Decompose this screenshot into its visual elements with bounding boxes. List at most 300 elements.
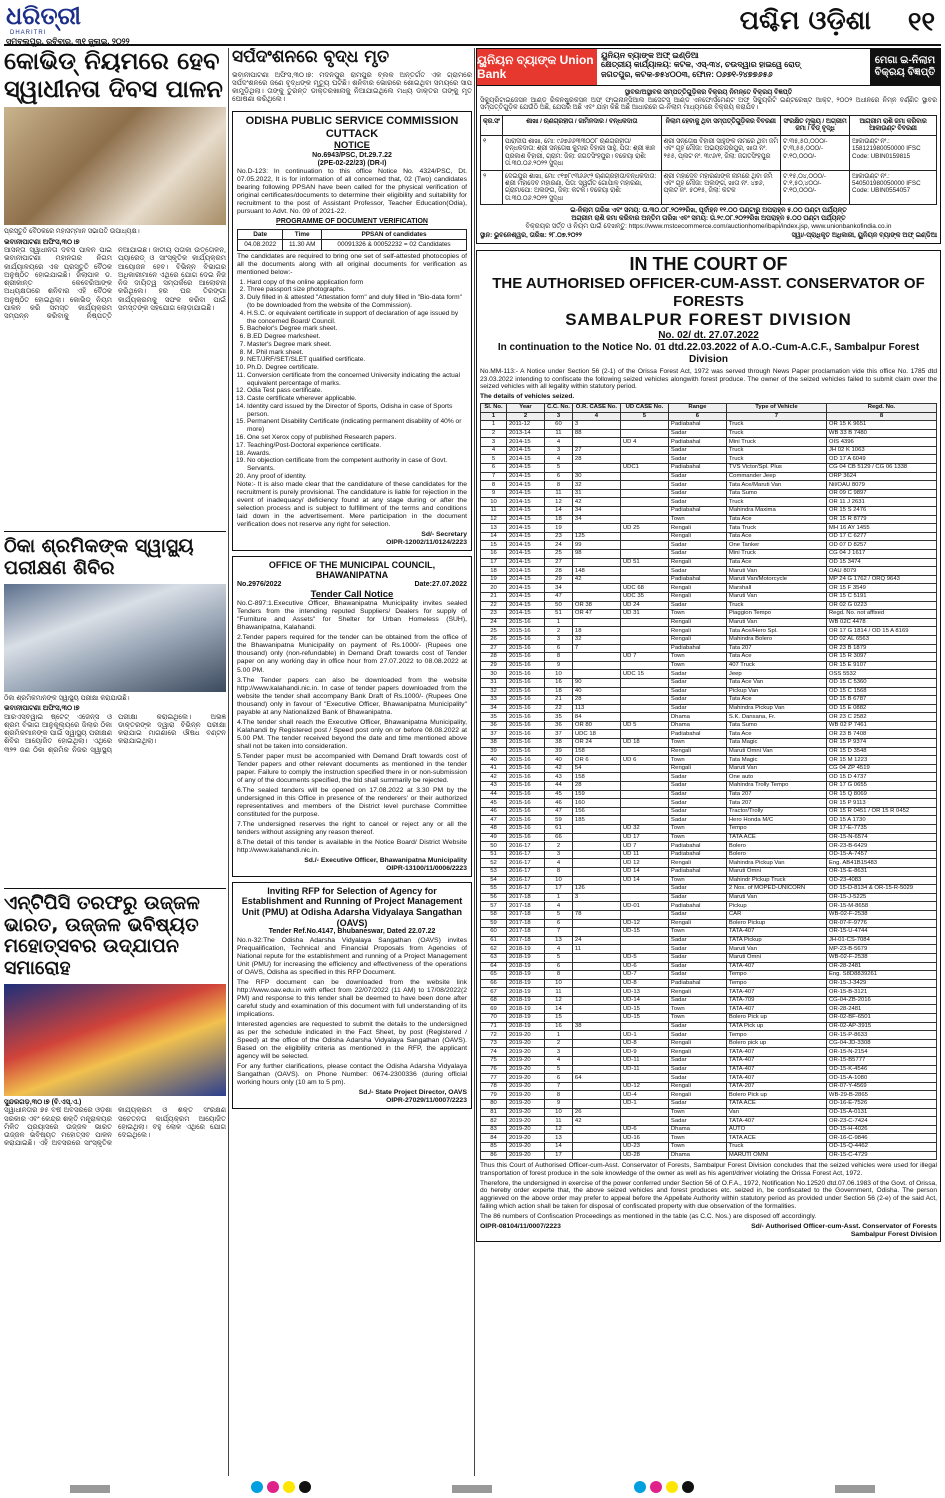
table-cell xyxy=(572,670,620,679)
table-cell xyxy=(572,1039,620,1048)
table-cell: Tata Ace xyxy=(726,730,826,739)
table-cell: UDC 18 xyxy=(572,730,620,739)
table-cell: 24 xyxy=(481,618,507,627)
table-row xyxy=(481,644,937,653)
table-cell: Town xyxy=(668,653,726,662)
table-cell: OD 15 D 4737 xyxy=(826,773,936,782)
table-cell: UD-8 xyxy=(620,979,668,988)
table-row xyxy=(481,893,937,902)
list-item: 6. B.ED Degree marksheet. xyxy=(247,333,467,341)
court-officer: THE AUTHORISED OFFICER-CUM-ASST. CONSERVATOR OF FORESTS xyxy=(492,275,925,310)
table-row xyxy=(481,1048,937,1057)
table-row xyxy=(481,498,937,507)
table-cell: Sadar xyxy=(668,498,726,507)
table-cell: 28 xyxy=(572,455,620,464)
notice-label: Tender Call Notice xyxy=(310,589,394,601)
table-cell: 5 xyxy=(545,953,573,962)
table-cell: Padiabahal xyxy=(668,850,726,859)
table-cell xyxy=(572,833,620,842)
table-cell: Maruti Van xyxy=(726,592,826,601)
table-row xyxy=(481,635,937,644)
column-rule xyxy=(474,48,475,1476)
table-cell: Padiabahal xyxy=(668,421,726,430)
table-row xyxy=(481,962,937,971)
table-cell: 2014-15 xyxy=(507,592,545,601)
table-cell xyxy=(620,455,668,464)
table-cell: Sadar xyxy=(668,971,726,980)
table-cell xyxy=(572,919,620,928)
table-row xyxy=(481,601,937,610)
table-cell: 31 xyxy=(481,678,507,687)
table-row xyxy=(481,515,937,524)
table-cell xyxy=(620,550,668,559)
table-row xyxy=(481,867,937,876)
table-cell: UD-1 xyxy=(620,1100,668,1109)
table-cell: 41 xyxy=(481,764,507,773)
table-cell: Tempo xyxy=(726,825,826,834)
table-cell: 16 xyxy=(481,550,507,559)
table-cell: 2018-19 xyxy=(507,988,545,997)
table-cell: OD-15-A-7457 xyxy=(826,850,936,859)
table-cell: Sadar xyxy=(668,945,726,954)
table-row xyxy=(481,678,937,687)
table-cell: 5 xyxy=(545,464,573,473)
list-item: 11. Conversion certificate from the concerned University indicating the actual equivalent percentage of marks. xyxy=(247,372,467,388)
table-cell: UD 32 xyxy=(620,825,668,834)
table-cell xyxy=(572,996,620,1005)
table-cell: 6 xyxy=(545,644,573,653)
table-cell: Town xyxy=(668,928,726,937)
table-cell xyxy=(620,489,668,498)
table-cell xyxy=(572,464,620,473)
bank-address-line: କ୍ଷେତ୍ରୀୟ କାର୍ଯ୍ୟାଳୟ: କଟକ, ଏସ୍-୩୪, ଚଉଦ୍ୱାର ହାଇୱେ ରୋଡ୍ xyxy=(601,60,801,70)
table-row xyxy=(481,489,937,498)
table-cell: 35 xyxy=(545,713,573,722)
table-cell: 15 xyxy=(545,1014,573,1023)
notice-no: No.2976/2022 xyxy=(237,580,282,588)
table-cell: 29 xyxy=(545,575,573,584)
table-row xyxy=(481,799,937,808)
table-cell: Tata Sumo xyxy=(726,489,826,498)
table-cell: Truck xyxy=(726,455,826,464)
photo-caption: ପ୍ରସ୍ତୁତି ବୈଠକରେ ମହାସମ୍ମାନ ସଭାପତି ଉପାଧ୍ୟକ୍ଷ। xyxy=(4,228,140,236)
table-header: PPSAN of candidates xyxy=(322,229,467,240)
table-cell: 2014-15 xyxy=(507,524,545,533)
table-cell xyxy=(620,421,668,430)
table-cell: 2015-16 xyxy=(507,730,545,739)
table-cell: 2017-18 xyxy=(507,936,545,945)
table-cell: 22 xyxy=(481,601,507,610)
table-cell: CG 04 J 1617 xyxy=(826,550,936,559)
table-cell: TATA-407 xyxy=(726,1117,826,1126)
table-cell: 3 xyxy=(545,446,573,455)
table-cell: 23 xyxy=(481,610,507,619)
table-cell: Truck xyxy=(726,601,826,610)
table-cell xyxy=(620,782,668,791)
table-cell: Town xyxy=(668,1134,726,1143)
table-cell: 2015-16 xyxy=(507,790,545,799)
headline: ଏନ୍‌ଟିପିସି ତରଫରୁ ଉଜ୍ଜଳ ଭାରତ, ଉଜ୍ଜଳ ଭବିଷ୍ୟତ ମହୋତ୍ସବର ଉଦ୍‌ଯାପନ ସମାରୋହ xyxy=(4,891,200,980)
table-cell: 2018-19 xyxy=(507,996,545,1005)
table-cell: 10 xyxy=(545,979,573,988)
table-cell: 6 xyxy=(545,1074,573,1083)
table-cell: ଟ.୩୫,୫୦,୦୦୦/- ଟ.୩,୫୫,୦୦୦/- ଟ.୧୦,୦୦୦/- xyxy=(781,135,850,170)
table-cell: Maruti Omni xyxy=(726,953,826,962)
table-cell: OR-15-U-4744 xyxy=(826,928,936,937)
court-paragraph: The 86 numbers of Confiscation Proceedings as mentioned in the table (as C.C. Nos.) are disposed off accordingly. xyxy=(480,1212,817,1220)
table-cell: 51 xyxy=(545,610,573,619)
table-cell: UD-15 xyxy=(620,928,668,937)
table-cell: 2015-16 xyxy=(507,704,545,713)
table-cell: Mini Truck xyxy=(726,438,826,447)
table-row xyxy=(481,747,937,756)
list-item: 17. Teaching/Post-Doctoral experience certificate. xyxy=(247,442,467,450)
table-cell: 24 xyxy=(572,936,620,945)
table-cell: 18 xyxy=(481,567,507,576)
table-cell xyxy=(620,498,668,507)
table-cell xyxy=(620,1108,668,1117)
table-cell: 11 xyxy=(481,507,507,516)
column-number: 6 xyxy=(668,412,726,421)
list-item: 15. Permanent Disability Certificate (indicating permanent disability of 40% or more) xyxy=(247,418,467,434)
table-cell: 2019-20 xyxy=(507,1117,545,1126)
table-cell: Tractor/Trolly xyxy=(726,807,826,816)
table-cell xyxy=(620,1117,668,1126)
table-cell: 28 xyxy=(481,653,507,662)
table-cell: 8 xyxy=(481,481,507,490)
table-cell: UD 17 xyxy=(620,833,668,842)
table-cell xyxy=(572,1014,620,1023)
table-cell: Rengali xyxy=(668,859,726,868)
table-cell: 82 xyxy=(481,1117,507,1126)
table-cell: OR 15 C 5191 xyxy=(826,592,936,601)
court-continuation: In continuation to the Notice No. 01 dtd.22.03.2022 of A.O.-Cum-A.C.F., Sambalpur Forest Division xyxy=(497,342,920,366)
table-row xyxy=(481,988,937,997)
table-cell: Padiabahal xyxy=(668,507,726,516)
emd-date: ଅଗ୍ରୀମ ରାଶି ଜମା କରିବାର ଅନ୍ତିମ ତାରିଖ ଏବଂ ସମୟ: ତା.୨୯.୦୮.୨୦୨୨ରିଖ ଅପରାହ୍ନ ୫.୦୦ ଘଣ୍ଟା ପର୍ଯ୍ୟନ୍ତ xyxy=(571,214,846,222)
table-cell xyxy=(572,1100,620,1109)
table-cell: 21 xyxy=(481,592,507,601)
table-cell: CG-04-JD-3308 xyxy=(826,1039,936,1048)
table-cell: 2014-15 xyxy=(507,455,545,464)
table-cell: UD-8 xyxy=(620,1039,668,1048)
table-cell: 63 xyxy=(481,953,507,962)
table-cell: 2015-16 xyxy=(507,799,545,808)
table-header: Regd. No. xyxy=(826,403,936,412)
table-cell: UD-14 xyxy=(620,996,668,1005)
table-cell xyxy=(572,524,620,533)
table-cell: 2015-16 xyxy=(507,687,545,696)
table-cell: Sadar xyxy=(668,962,726,971)
column-number: 5 xyxy=(620,412,668,421)
table-cell: 43 xyxy=(481,782,507,791)
table-cell: Nil/OAU 8079 xyxy=(826,481,936,490)
table-row xyxy=(481,429,937,438)
table-cell: 2015-16 xyxy=(507,825,545,834)
registration-marks xyxy=(249,1481,313,1496)
table-cell: 2011-12 xyxy=(507,421,545,430)
table-cell: Padiabahal xyxy=(668,730,726,739)
table-cell: 34 xyxy=(572,515,620,524)
table-cell: 7 xyxy=(572,644,620,653)
table-cell xyxy=(572,928,620,937)
table-cell: TATA-407 xyxy=(726,1048,826,1057)
table-cell: 58 xyxy=(481,910,507,919)
table-cell: TATA-407 xyxy=(726,1005,826,1014)
table-cell: Tata 207 xyxy=(726,644,826,653)
table-cell: 11 xyxy=(572,945,620,954)
table-cell: 34 xyxy=(481,704,507,713)
table-row xyxy=(481,1082,937,1091)
auction-table xyxy=(480,115,937,205)
table-cell: Tata Truck xyxy=(726,524,826,533)
table-cell: OR 15 Q 8069 xyxy=(826,790,936,799)
table-cell: Rengali xyxy=(668,592,726,601)
table-cell: 62 xyxy=(481,945,507,954)
table-cell: 10 xyxy=(545,876,573,885)
table-cell: Rengali xyxy=(668,627,726,636)
table-cell: Sadar xyxy=(668,807,726,816)
table-cell: 67 xyxy=(481,988,507,997)
table-row xyxy=(481,833,937,842)
table-cell xyxy=(620,472,668,481)
table-header: Year xyxy=(507,403,545,412)
table-cell xyxy=(620,661,668,670)
table-cell: 2014-15 xyxy=(507,498,545,507)
table-cell: 28 xyxy=(572,782,620,791)
table-cell: OR 17 G 1814 / OD 15 A 8169 xyxy=(826,627,936,636)
table-cell: Eng. AB41B15483 xyxy=(826,859,936,868)
table-cell: 8 xyxy=(545,971,573,980)
table-cell: Bolero Pickup xyxy=(726,919,826,928)
table-cell: ଶ୍ରୀ ସନ୍ତୋଷ ବିହାରୀ ସାହୁଙ୍କ ନାମରେ ଥିବା ଜମି ଏବଂ ଗୃହ ମୌଜା: ଅଭୟଚନ୍ଦ୍ରପୁର, ଖାତା ନଂ. ୨୫୫, ପ୍ଲଟ ନଂ. ୩୯୬/୧, ଜିଲା: ଜଗତସିଂହପୁର xyxy=(661,135,780,170)
table-cell: OR 15 E 9107 xyxy=(826,661,936,670)
table-cell: 18 xyxy=(545,687,573,696)
table-row xyxy=(481,653,937,662)
table-cell xyxy=(572,1048,620,1057)
table-cell: 2018-19 xyxy=(507,971,545,980)
table-cell xyxy=(620,1022,668,1031)
table-cell: CAR xyxy=(726,910,826,919)
table-cell: 2019-20 xyxy=(507,1108,545,1117)
terms-link[interactable]: ବିକ୍ରୟର ସର୍ତ୍ତ ଓ ନିୟମ ପାଇଁ ଦେଖନ୍ତୁ: https://www.mstcecommerce.com/auctionhome/ibapi/index.jsp, www.unionbankofindia.co.in xyxy=(525,222,892,230)
table-cell: ୨ xyxy=(481,170,503,205)
table-cell: 2014-15 xyxy=(507,610,545,619)
table-cell: 2015-16 xyxy=(507,644,545,653)
table-cell: 9 xyxy=(481,489,507,498)
table-row xyxy=(481,1014,937,1023)
table-cell: 8 xyxy=(545,653,573,662)
notice-label: NOTICE xyxy=(334,140,370,152)
seized-vehicles-table xyxy=(480,403,937,1160)
notice-paragraph: 6.The sealed tenders will be opened on 17.08.2022 at 3.30 PM by the undersigned in this Office in presence of the renderers' or their authorized representatives and members of the District level purchase Committee constituted for the purpose. xyxy=(237,786,467,818)
table-cell: Padiabahal xyxy=(668,438,726,447)
table-cell: 11 xyxy=(545,988,573,997)
table-cell xyxy=(572,971,620,980)
table-cell: Sadar xyxy=(668,687,726,696)
table-cell xyxy=(620,807,668,816)
table-cell: UD-11 xyxy=(620,1065,668,1074)
table-cell: 6 xyxy=(545,919,573,928)
table-row xyxy=(481,627,937,636)
table-cell: Bolero Pick up xyxy=(726,1091,826,1100)
table-cell xyxy=(620,936,668,945)
table-cell: ପାରାଦୀପ ଶାଖା, ମୋ: ୯୬୭୬୬୩୩୦୦୮ ଋଣଗ୍ରହୀତା/ବନ୍ଧକଦାତା: ଶ୍ରୀ ସନ୍ତୋଷ କୁମାର ବିହାରୀ ସାହୁ, ପିତା: ଶ୍ରୀ ଜ୍ଞାନ ପ୍ରକାଶ ବିହାରୀ, ଗ୍ରାମ: ଜିଲା: ଜଗତସିଂହପୁର। ବକେୟା ରାଶି: ତା.୩୦.୦୬.୨୦୨୨ ସୁଦ୍ଧା xyxy=(502,135,661,170)
table-cell: Sadar xyxy=(668,489,726,498)
table-cell: Sadar xyxy=(668,799,726,808)
table-cell: Mahindra Maxima xyxy=(726,507,826,516)
table-cell: 2015-16 xyxy=(507,816,545,825)
table-cell: AUTO xyxy=(726,1125,826,1134)
table-cell: 2014-15 xyxy=(507,601,545,610)
table-cell: Sadar xyxy=(668,782,726,791)
table-cell: TVS Victor/Spl. Plus xyxy=(726,464,826,473)
table-cell: OR 47 xyxy=(572,610,620,619)
table-cell: 4 xyxy=(545,859,573,868)
table-cell: 64 xyxy=(481,962,507,971)
table-cell xyxy=(572,1125,620,1134)
table-header: କ୍ର.ସଂ xyxy=(481,115,503,135)
table-cell: 2014-15 xyxy=(507,507,545,516)
table-cell: Sadar xyxy=(668,816,726,825)
table-cell: Eng. S8D8839261 xyxy=(826,971,936,980)
table-cell: 71 xyxy=(481,1022,507,1031)
table-cell: Bolero Pick up xyxy=(726,1014,826,1023)
table-cell: Sadar xyxy=(668,773,726,782)
table-cell xyxy=(572,850,620,859)
table-cell: OD-15-A-1080 xyxy=(826,1074,936,1083)
table-cell: CG 04 CB 5129 / CG 06 1338 xyxy=(826,464,936,473)
table-cell: TATA-407 xyxy=(726,1074,826,1083)
table-cell: Sadar xyxy=(668,893,726,902)
table-row xyxy=(481,859,937,868)
table-cell xyxy=(572,584,620,593)
table-cell: UD 4 xyxy=(620,438,668,447)
table-cell: 1 xyxy=(545,893,573,902)
news-photo xyxy=(4,984,226,1096)
list-item: 4. H.S.C. or equivalent certificate in support of declaration of age issued by the concerned Board/ Council. xyxy=(247,310,467,326)
table-cell: 45 xyxy=(545,790,573,799)
table-cell: Rengali xyxy=(668,532,726,541)
table-cell: OSS 5532 xyxy=(826,670,936,679)
table-cell: 42 xyxy=(572,1117,620,1126)
table-cell xyxy=(620,678,668,687)
signature: ସ୍ୱା/-ପ୍ରାଧିକୃତ ଅଧିକାରୀ, ୟୁନିୟନ ବ୍ୟାଙ୍କ ଅଫ୍ ଇଣ୍ଡିଆ xyxy=(791,232,937,240)
table-cell: UD-9 xyxy=(620,1048,668,1057)
table-cell: 27 xyxy=(572,446,620,455)
table-cell: 75 xyxy=(481,1057,507,1066)
table-cell: OR 15 R 3097 xyxy=(826,653,936,662)
table-cell: 31 xyxy=(572,489,620,498)
table-cell: 2017-18 xyxy=(507,910,545,919)
table-cell: 2015-16 xyxy=(507,782,545,791)
table-cell: OR 02 G 0223 xyxy=(826,601,936,610)
table-cell: 24 xyxy=(545,541,573,550)
table-cell: UD 51 xyxy=(620,558,668,567)
table-cell xyxy=(620,687,668,696)
table-cell: 4 xyxy=(545,438,573,447)
table-cell: 16 xyxy=(545,678,573,687)
table-cell: UD-28 xyxy=(620,1151,668,1160)
table-cell: 8 xyxy=(545,481,573,490)
table-cell: UD-4 xyxy=(620,1091,668,1100)
table-header: ଶାଖା / ଋଣଗ୍ରହୀତା / ଜାମିନଦାର / ବନ୍ଧକଦାତା xyxy=(502,115,661,135)
table-cell: UD-15 xyxy=(620,1005,668,1014)
table-cell: 13 xyxy=(545,1134,573,1143)
table-cell: ଶ୍ରୀ ମହାଦେବ ମହାରଣାଙ୍କ ନାମରେ ଥିବା ଜମି ଏବଂ ଗୃହ ମୌଜା: ଅଲଙ୍ଗ, ଖାତା ନଂ. ୪୭୬, ପ୍ଲଟ ନଂ. ୫୦୧୫, ଜିଲା: କଟକ xyxy=(661,170,780,205)
table-cell: 47 xyxy=(545,807,573,816)
table-cell: 52 xyxy=(481,859,507,868)
table-cell xyxy=(620,730,668,739)
list-item: 7. Master's Degree mark sheet. xyxy=(247,341,467,349)
table-row xyxy=(481,696,937,705)
table-cell: 2015-16 xyxy=(507,678,545,687)
print-registration-bar xyxy=(0,1480,945,1498)
table-cell: 2015-16 xyxy=(507,739,545,748)
table-cell: OD 15 C 5360 xyxy=(826,678,936,687)
table-cell: Sadar xyxy=(668,910,726,919)
table-cell: 4 xyxy=(545,1057,573,1066)
table-cell: 46 xyxy=(545,799,573,808)
table-cell: 42 xyxy=(481,773,507,782)
table-cell: Rengali xyxy=(668,1039,726,1048)
table-cell: 2015-16 xyxy=(507,635,545,644)
table-cell: 47 xyxy=(481,816,507,825)
table-cell: 27 xyxy=(481,644,507,653)
table-cell: 2 xyxy=(545,627,573,636)
table-row xyxy=(481,464,937,473)
table-cell: Bolero pick up xyxy=(726,1039,826,1048)
table-cell xyxy=(620,532,668,541)
table-cell: OR 6 xyxy=(572,756,620,765)
table-cell: Padiabahal xyxy=(668,644,726,653)
table-cell: OR-15-M-8658 xyxy=(826,902,936,911)
table-cell: 2018-19 xyxy=(507,1022,545,1031)
table-cell: MP-23-B-5679 xyxy=(826,945,936,954)
table-cell: 26 xyxy=(572,1108,620,1117)
table-cell: 25 xyxy=(481,627,507,636)
table-cell: 38 xyxy=(481,739,507,748)
table-cell: UD 24 xyxy=(620,601,668,610)
table-row xyxy=(481,1151,937,1160)
table-cell: 7 xyxy=(545,928,573,937)
table-cell: 2014-15 xyxy=(507,532,545,541)
table-cell: OR 15 F 3549 xyxy=(826,584,936,593)
table-row xyxy=(481,524,937,533)
table-cell: 86 xyxy=(481,1151,507,1160)
table-cell: OR 15 P 9113 xyxy=(826,799,936,808)
table-cell: 5 xyxy=(545,910,573,919)
table-cell xyxy=(620,567,668,576)
notice-ref: No.6943/PSC, Dt.29.7.22 xyxy=(312,151,392,159)
table-cell xyxy=(572,558,620,567)
table-cell: 40 xyxy=(545,756,573,765)
table-cell: ORP 3624 xyxy=(826,472,936,481)
table-cell: 1 xyxy=(545,618,573,627)
table-cell: 83 xyxy=(481,1125,507,1134)
table-cell: 6 xyxy=(481,464,507,473)
table-header: Range xyxy=(668,403,726,412)
table-cell xyxy=(572,988,620,997)
table-cell: 13 xyxy=(545,936,573,945)
table-cell: 2014-15 xyxy=(507,541,545,550)
table-cell: 36 xyxy=(481,721,507,730)
table-cell: JH-01-CS-7084 xyxy=(826,936,936,945)
table-cell: Rengali xyxy=(668,558,726,567)
table-cell: 50 xyxy=(545,601,573,610)
table-cell: 79 xyxy=(481,1091,507,1100)
table-cell: One auto xyxy=(726,773,826,782)
